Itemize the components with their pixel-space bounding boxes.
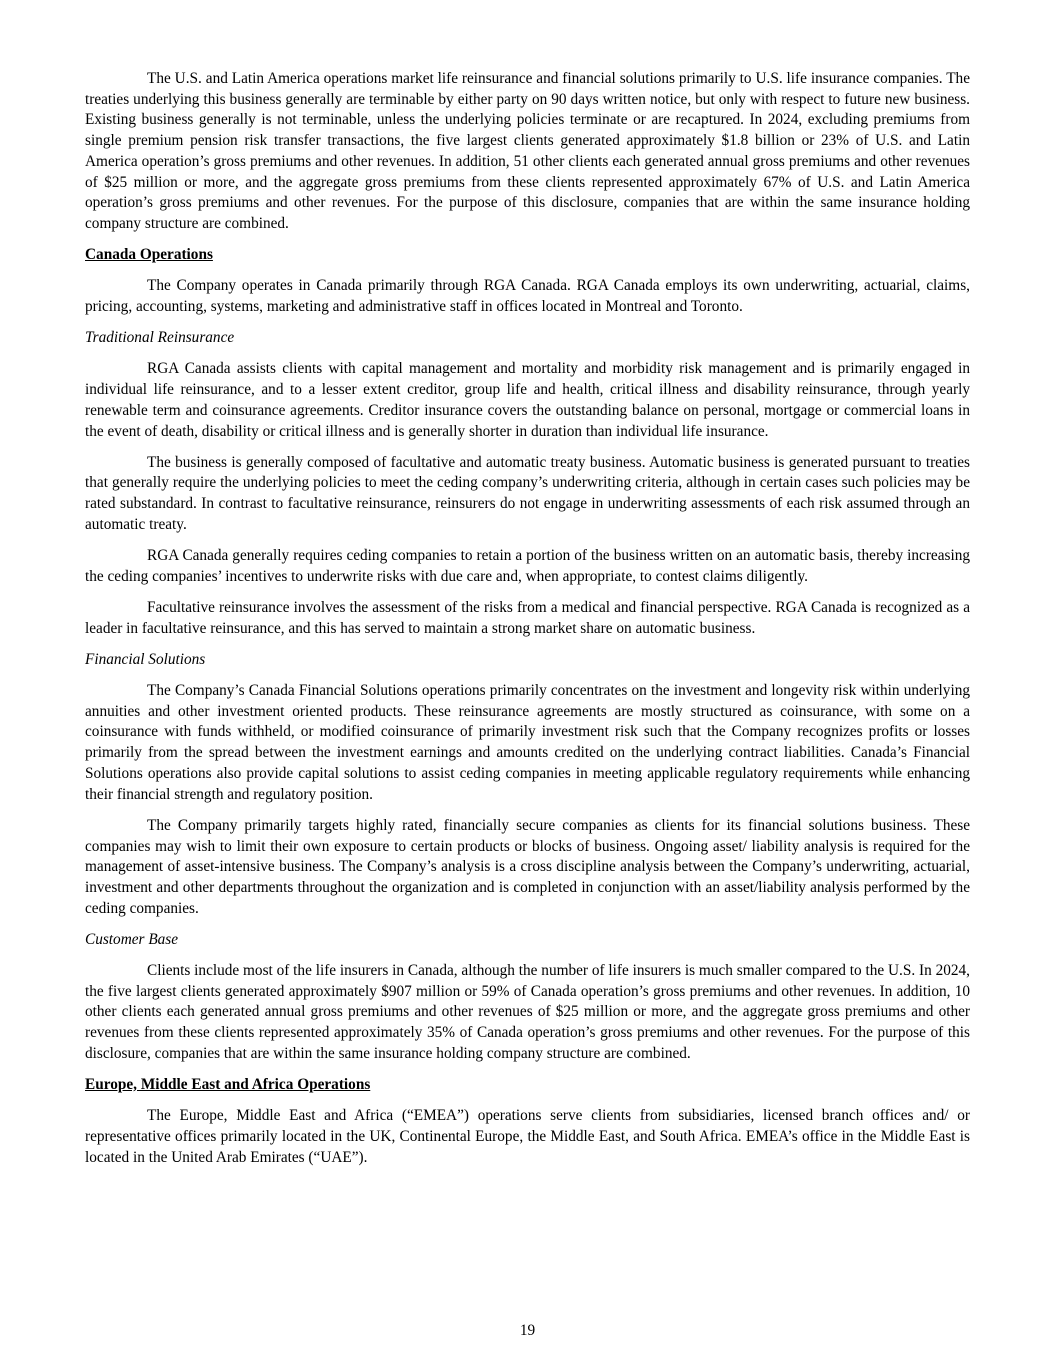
canada-intro-paragraph: The Company operates in Canada primarily through RGA Canada. RGA Canada employs its own underwriting, actuarial, claims, pricing, accounting, systems, marketing and administrative staff in offices located in Montreal and Toronto. — [85, 277, 970, 316]
traditional-reinsurance-subheading: Traditional Reinsurance — [85, 329, 235, 347]
canada-operations-heading: Canada Operations — [85, 246, 213, 264]
document-page — [85, 69, 970, 1179]
customer-base-subheading: Customer Base — [85, 930, 179, 948]
page-number: 19 — [519, 1322, 536, 1339]
traditional-paragraph-3: RGA Canada generally requires ceding companies to retain a portion of the business written on an automatic basis, thereby increasing the ceding companies’ incentives to underwrite risks with due care and, when appropriate, to contest claims diligently. — [85, 547, 970, 585]
financial-solutions-subheading: Financial Solutions — [85, 650, 206, 668]
emea-operations-heading: Europe, Middle East and Africa Operations — [85, 1076, 371, 1094]
customer-base-paragraph: Clients include most of the life insurers in Canada, although the number of life insurers is much smaller compared to the U.S. In 2024, the five largest clients generated approximately $907 million or 59% of Canada operation’s gross premiums and other revenues. In addition, 10 other clients each generated annual gross premiums and other revenues of $25 million or more, and the aggregate gross premiums and other revenues from these clients represented approximately 35% of Canada operation’s gross premiums and other revenues. For the purpose of this disclosure, companies that are within the same insurance holding company structure are combined. — [85, 962, 970, 1062]
traditional-paragraph-2: The business is generally composed of facultative and automatic treaty business. Automatic business is generated pursuant to treaties that generally require the underlying policies to meet the ceding company’s underwriting criteria, although in certain cases such policies may be rated substandard. In contrast to facultative reinsurance, reinsurers do not engage in underwriting assessments of each risk assumed through an automatic treaty. — [85, 453, 970, 533]
us-latam-clients-paragraph: The U.S. and Latin America operations market life reinsurance and financial solutions primarily to U.S. life insurance companies. The treaties underlying this business generally are terminable by either party on 90 days written notice, but only with respect to future new business. Existing business generally is not terminable, unless the underlying policies terminate or are recaptured. In 2024, excluding premiums from single premium pension risk transfer transactions, the five largest clients generated approximately $1.8 billion or 23% of U.S. and Latin America operation’s gross premiums and other revenues. In addition, 51 other clients each generated annual gross premiums and other revenues of $25 million or more, and the aggregate gross premiums from these clients represented approximately 67% of U.S. and Latin America operation’s gross premiums and other revenues. For the purpose of this disclosure, companies that are within the same insurance holding company structure are combined. — [85, 70, 970, 232]
emea-intro-paragraph: The Europe, Middle East and Africa (“EMEA”) operations serve clients from subsidiaries, licensed branch offices and/ or representative offices primarily located in the UK, Continental Europe, the Middle East, and South Africa. EMEA’s office in the Middle East is located in the United Arab Emirates (“UAE”). — [85, 1107, 970, 1166]
traditional-paragraph-1: RGA Canada assists clients with capital management and mortality and morbidity risk management and is primarily engaged in individual life reinsurance, and to a lesser extent creditor, group life and health, critical illness and disability reinsurance, through yearly renewable term and coinsurance agreements. Creditor insurance covers the outstanding balance on personal, mortgage or commercial loans in the event of death, disability or critical illness and is generally shorter in duration than individual life insurance. — [85, 360, 970, 440]
financial-paragraph-1: The Company’s Canada Financial Solutions operations primarily concentrates on the investment and longevity risk within underlying annuities and other investment oriented products. These reinsurance agreements are mostly structured as coinsurance, with some on a coinsurance with funds withheld, or modified coinsurance of primarily investment risk such that the Company recognizes profits or losses primarily from the spread between the investment earnings and amounts credited on the underlying contract liabilities. Canada’s Financial Solutions operations also provide capital solutions to assist ceding companies in meeting applicable regulatory requirements while enhancing their financial strength and regulatory position. — [85, 682, 970, 803]
financial-paragraph-2: The Company primarily targets highly rated, financially secure companies as clients for its financial solutions business. These companies may wish to limit their own exposure to certain products or blocks of business. Ongoing asset/ liability analysis is required for the management of asset-intensive business. The Company’s analysis is a cross discipline analysis between the Company’s underwriting, actuarial, investment and other departments throughout the organization and is completed in conjunction with an asset/liability analysis performed by the ceding companies. — [85, 816, 970, 917]
traditional-paragraph-4: Facultative reinsurance involves the assessment of the risks from a medical and financial perspective. RGA Canada is recognized as a leader in facultative reinsurance, and this has served to maintain a strong market share on automatic business. — [85, 598, 970, 637]
